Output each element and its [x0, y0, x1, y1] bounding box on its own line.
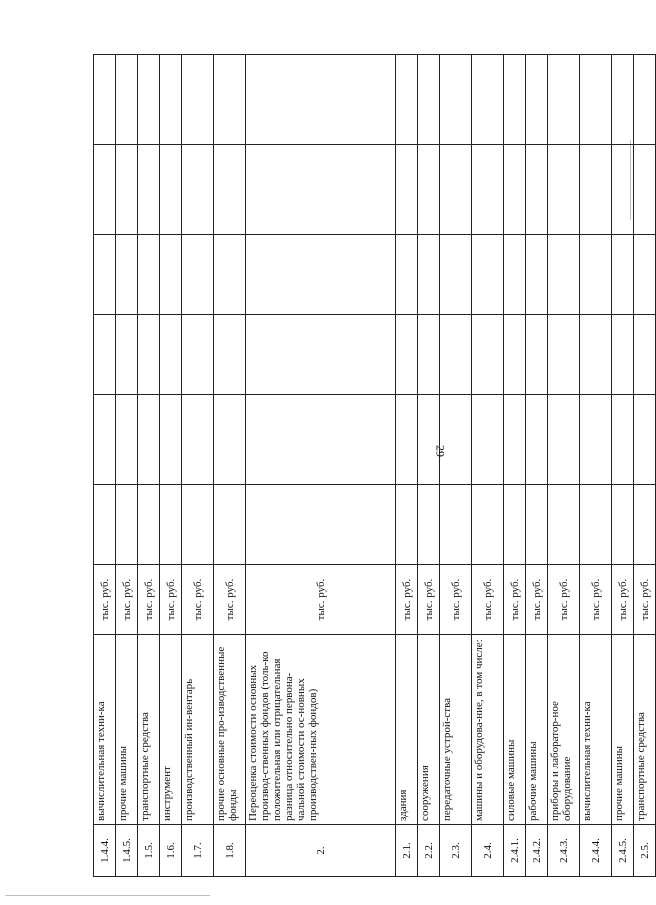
empty-cell	[526, 55, 548, 145]
row-unit: тыс. руб.	[396, 565, 418, 635]
table-row	[246, 55, 396, 877]
table-row	[160, 55, 182, 877]
row-number: 1.4.5.	[116, 825, 138, 877]
row-unit: тыс. руб.	[472, 565, 504, 635]
row-number: 2.4.3.	[548, 825, 580, 877]
row-unit: тыс. руб.	[160, 565, 182, 635]
empty-cell	[504, 55, 526, 145]
empty-cell	[634, 55, 656, 145]
table-body	[94, 55, 656, 877]
empty-cell	[160, 235, 182, 315]
empty-cell	[418, 395, 440, 485]
row-unit: тыс. руб.	[116, 565, 138, 635]
empty-cell	[138, 315, 160, 395]
row-unit: тыс. руб.	[182, 565, 214, 635]
empty-cell	[440, 315, 472, 395]
row-number: 1.5.	[138, 825, 160, 877]
row-name: силовые машины	[504, 635, 526, 825]
row-name: производственный ин-вентарь	[182, 635, 214, 825]
row-number: 1.7.	[182, 825, 214, 877]
empty-cell	[396, 235, 418, 315]
empty-cell	[548, 485, 580, 565]
empty-cell	[246, 145, 396, 235]
empty-cell	[504, 235, 526, 315]
empty-cell	[580, 145, 612, 235]
empty-cell	[182, 55, 214, 145]
empty-cell	[160, 395, 182, 485]
table-row	[94, 55, 116, 877]
empty-cell	[548, 315, 580, 395]
row-unit: тыс. руб.	[214, 565, 246, 635]
empty-cell	[396, 485, 418, 565]
table-row	[612, 55, 634, 877]
empty-cell	[246, 485, 396, 565]
empty-cell	[418, 315, 440, 395]
row-number: 2.1.	[396, 825, 418, 877]
empty-cell	[612, 145, 634, 235]
empty-cell	[440, 395, 472, 485]
empty-cell	[160, 485, 182, 565]
empty-cell	[418, 235, 440, 315]
empty-cell	[116, 485, 138, 565]
empty-cell	[138, 235, 160, 315]
row-name: машины и оборудова-ние, в том числе:	[472, 635, 504, 825]
empty-cell	[214, 395, 246, 485]
empty-cell	[246, 315, 396, 395]
empty-cell	[94, 145, 116, 235]
empty-cell	[160, 55, 182, 145]
row-number: 2.2.	[418, 825, 440, 877]
row-number: 2.4.4.	[580, 825, 612, 877]
empty-cell	[94, 315, 116, 395]
empty-cell	[396, 315, 418, 395]
empty-cell	[580, 395, 612, 485]
table-row	[526, 55, 548, 877]
empty-cell	[472, 235, 504, 315]
empty-cell	[94, 485, 116, 565]
row-unit: тыс. руб.	[418, 565, 440, 635]
row-number: 2.	[246, 825, 396, 877]
table-row	[214, 55, 246, 877]
empty-cell	[440, 55, 472, 145]
table-row	[504, 55, 526, 877]
empty-cell	[504, 315, 526, 395]
empty-cell	[440, 145, 472, 235]
row-unit: тыс. руб.	[94, 565, 116, 635]
empty-cell	[214, 145, 246, 235]
row-name: передаточные устрой-ства	[440, 635, 472, 825]
row-number: 2.3.	[440, 825, 472, 877]
row-name: вычислительная техни-ка	[580, 635, 612, 825]
rotated-table-wrapper	[93, 55, 651, 877]
row-unit: тыс. руб.	[612, 565, 634, 635]
row-unit: тыс. руб.	[504, 565, 526, 635]
page-number: 29	[433, 445, 448, 457]
row-number: 2.4.5.	[612, 825, 634, 877]
empty-cell	[418, 55, 440, 145]
empty-cell	[526, 485, 548, 565]
empty-cell	[580, 485, 612, 565]
empty-cell	[160, 145, 182, 235]
empty-cell	[182, 395, 214, 485]
empty-cell	[612, 315, 634, 395]
empty-cell	[526, 395, 548, 485]
table-row	[634, 55, 656, 877]
empty-cell	[504, 395, 526, 485]
row-name: приборы и лаборатор-ное оборудование	[548, 635, 580, 825]
row-name: прочие машины	[116, 635, 138, 825]
empty-cell	[634, 145, 656, 235]
empty-cell	[94, 235, 116, 315]
empty-cell	[472, 395, 504, 485]
row-number: 2.4.1.	[504, 825, 526, 877]
empty-cell	[548, 55, 580, 145]
empty-cell	[526, 315, 548, 395]
empty-cell	[182, 145, 214, 235]
empty-cell	[116, 235, 138, 315]
empty-cell	[612, 395, 634, 485]
empty-cell	[580, 55, 612, 145]
table-row	[138, 55, 160, 877]
empty-cell	[472, 145, 504, 235]
empty-cell	[214, 55, 246, 145]
empty-cell	[612, 485, 634, 565]
empty-cell	[116, 315, 138, 395]
empty-cell	[214, 485, 246, 565]
empty-cell	[116, 395, 138, 485]
table-row	[182, 55, 214, 877]
row-number: 2.4.2.	[526, 825, 548, 877]
empty-cell	[396, 145, 418, 235]
row-name: инструмент	[160, 635, 182, 825]
empty-cell	[418, 145, 440, 235]
empty-cell	[214, 235, 246, 315]
empty-cell	[548, 235, 580, 315]
row-name: транспортные средства	[138, 635, 160, 825]
row-number: 1.4.4.	[94, 825, 116, 877]
empty-cell	[246, 55, 396, 145]
empty-cell	[182, 485, 214, 565]
empty-cell	[526, 235, 548, 315]
empty-cell	[612, 55, 634, 145]
row-name: прочие основные про-изводственные фонды	[214, 635, 246, 825]
empty-cell	[138, 485, 160, 565]
empty-cell	[138, 395, 160, 485]
row-unit: тыс. руб.	[580, 565, 612, 635]
row-unit: тыс. руб.	[138, 565, 160, 635]
empty-cell	[246, 395, 396, 485]
row-name: сооружения	[418, 635, 440, 825]
empty-cell	[418, 485, 440, 565]
empty-cell	[472, 485, 504, 565]
row-unit: тыс. руб.	[246, 565, 396, 635]
row-name: Переоценка стоимости основных производ-ственных фондов (толь-ко положительная или отрицательная разница относительно первона-чальной стоимости ос-новных производствен-ных фондов)	[246, 635, 396, 825]
table-row	[418, 55, 440, 877]
empty-cell	[548, 395, 580, 485]
row-number: 1.6.	[160, 825, 182, 877]
row-unit: тыс. руб.	[548, 565, 580, 635]
empty-cell	[504, 145, 526, 235]
empty-cell	[396, 55, 418, 145]
empty-cell	[580, 315, 612, 395]
empty-cell	[182, 315, 214, 395]
row-name: вычислительная техни-ка	[94, 635, 116, 825]
empty-cell	[526, 145, 548, 235]
table-row	[472, 55, 504, 877]
empty-cell	[116, 145, 138, 235]
empty-cell	[504, 485, 526, 565]
table-row	[396, 55, 418, 877]
empty-cell	[440, 235, 472, 315]
table-row	[440, 55, 472, 877]
row-name: здания	[396, 635, 418, 825]
row-name: транспортные средства	[634, 635, 656, 825]
empty-cell	[116, 55, 138, 145]
row-name: прочие машины	[612, 635, 634, 825]
scan-artifact-line	[5, 895, 210, 896]
empty-cell	[246, 235, 396, 315]
empty-cell	[634, 235, 656, 315]
empty-cell	[440, 485, 472, 565]
fixed-assets-table	[93, 54, 656, 877]
table-row	[580, 55, 612, 877]
empty-cell	[634, 315, 656, 395]
row-name: рабочие машины	[526, 635, 548, 825]
empty-cell	[548, 145, 580, 235]
empty-cell	[94, 55, 116, 145]
empty-cell	[634, 485, 656, 565]
row-number: 1.8.	[214, 825, 246, 877]
empty-cell	[138, 55, 160, 145]
empty-cell	[612, 235, 634, 315]
table-row	[116, 55, 138, 877]
row-unit: тыс. руб.	[440, 565, 472, 635]
row-unit: тыс. руб.	[526, 565, 548, 635]
row-number: 2.4.	[472, 825, 504, 877]
empty-cell	[580, 235, 612, 315]
empty-cell	[472, 315, 504, 395]
empty-cell	[182, 235, 214, 315]
empty-cell	[396, 395, 418, 485]
empty-cell	[472, 55, 504, 145]
empty-cell	[138, 145, 160, 235]
row-number: 2.5.	[634, 825, 656, 877]
empty-cell	[214, 315, 246, 395]
row-unit: тыс. руб.	[634, 565, 656, 635]
empty-cell	[94, 395, 116, 485]
table-row	[548, 55, 580, 877]
empty-cell	[160, 315, 182, 395]
empty-cell	[634, 395, 656, 485]
